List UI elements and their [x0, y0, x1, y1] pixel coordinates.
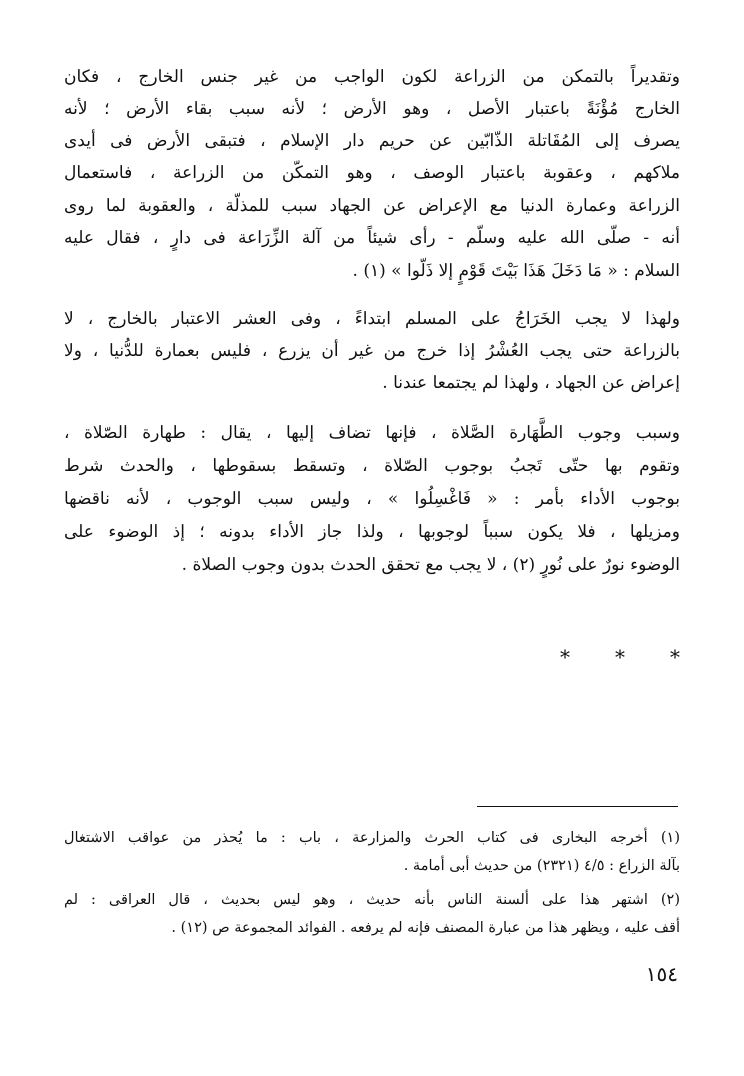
body-line: إعراض عن الجهاد ، ولهذا لم يجتمعا عندنا . [382, 373, 680, 393]
page-number: ١٥٤ [645, 962, 678, 986]
divider-star: * [670, 645, 680, 669]
body-line: السلام : « مَا دَخَلَ هَذَا بَيْتَ قَوْمٍ إلا ذَلّوا » (١) . [352, 261, 680, 281]
body-line: بالزراعة حتى يجب العُشْرُ إذا خرج من غير أن يزرع ، فليس بعمارة للدُّنيا ، ولا [64, 341, 680, 361]
body-line: وتقوم بها حتّى تَجبُ بوجوب الصّلاة ، وتسقط بسقوطها ، والحدث شرط [64, 456, 680, 476]
body-line: ولهذا لا يجب الخَرَاجُ على المسلم ابتداءً ، وفى العشر الاعتبار بالخارج ، لا [64, 309, 680, 329]
body-line: ملاكهم ، وعقوبة باعتبار الوصف ، وهو التمكّن من الزراعة ، فاستعمال [64, 163, 680, 183]
body-line: ومزيلها ، فلا يكون سبباً لوجوبها ، ولذا جاز الأداء بدونه ؛ إذ الوضوء على [64, 522, 680, 542]
body-line: يصرف إلى المُقَاتلة الذّابّين عن حريم دار الإسلام ، فتبقى الأرض فى أيدى [64, 131, 680, 151]
footnote-line: أقف عليه ، ويظهر هذا من عبارة المصنف فإنه لم يرفعه . الفوائد المجموعة ص (١٢) . [171, 920, 680, 936]
body-line: بوجوب الأداء بأمر : « فَاغْسِلُوا » ، وليس سبب الوجوب ، لأنه ناقضها [64, 489, 680, 509]
body-line: وتقديراً بالتمكن من الزراعة لكون الواجب من غير جنس الخارج ، فكان [64, 67, 680, 87]
body-line: الخارج مُؤْنَةً باعتبار الأصل ، وهو الأرض ؛ لأنه سبب بقاء الأرض ؛ لأنه [64, 99, 680, 119]
body-line: وسبب وجوب الطَّهَارة الصَّلاة ، فإنها تضاف إليها ، يقال : طهارة الصّلاة ، [64, 423, 680, 443]
footnote-line: (١) أخرجه البخارى فى كتاب الحرث والمزارعة ، باب : ما يُحذر من عواقب الاشتغال [64, 830, 680, 846]
footnote-line: (٢) اشتهر هذا على ألسنة الناس بأنه حديث ، وهو ليس بحديث ، قال العراقى : لم [64, 892, 680, 908]
divider-star: * [560, 645, 570, 669]
body-line: الوضوء نورٌ على نُورٍ (٢) ، لا يجب مع تحقق الحدث بدون وجوب الصلاة . [181, 555, 680, 575]
body-line: أنه - صلّى الله عليه وسلّم - رأى شيئاً من آلة الزِّرَاعة فى دارٍ ، فقال عليه [64, 228, 680, 248]
section-divider [560, 645, 680, 669]
divider-star: * [615, 645, 625, 669]
footnote-line: بآلة الزراع : ٤/٥ (٢٣٢١) من حديث أبى أمامة . [403, 858, 680, 874]
body-line: الزراعة وعمارة الدنيا مع الإعراض عن الجهاد سبب للمذلّة ، والعقوبة لما روى [64, 196, 680, 216]
footnote-rule [477, 806, 678, 807]
